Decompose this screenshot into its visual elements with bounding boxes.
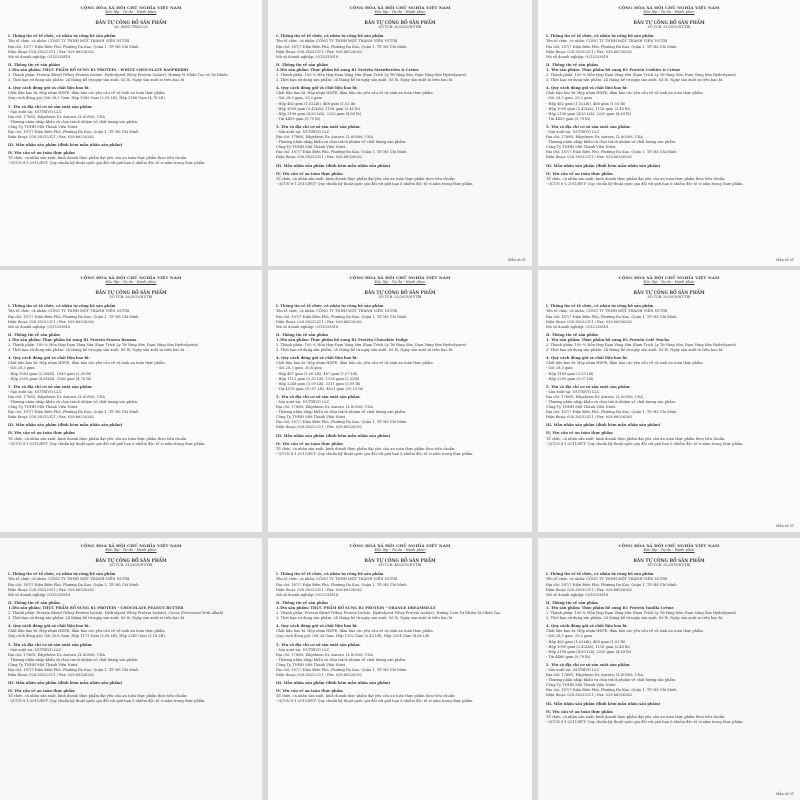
package-size: - Hộp 487 gam (1,06 LB), 487 gam (1,07 LB) — [276, 371, 358, 376]
package-size: - Hộp 1099 gam (2,42Lib), 1116 gam (2,45 lb) — [546, 106, 630, 111]
motto: Độc lập - Tự do - Hạnh phúc — [643, 280, 695, 285]
packaging-material: Chất liệu bao bì: Hộp nhựa HDPE, đảm bảo các yêu cầu về vệ sinh an toàn thực phẩm. — [276, 361, 434, 366]
org-tax: Mã số doanh nghiệp: 0313333818 — [8, 54, 71, 59]
org-phone: Điện thoại: 028.38232311 / Fax: 028.66526262 — [546, 319, 633, 324]
section-packaging: 4. Quy cách đóng gói và chất liệu bao bì: — [546, 356, 628, 361]
motto: Độc lập - Tự do - Hạnh phúc — [643, 548, 695, 553]
section-label: III. Mẫu nhãn sản phẩm (đính kèm mẫu nhãn sản phẩm) — [8, 423, 123, 428]
org-phone: Điện thoại: 028.38232311 / Fax: 028.66526262 — [546, 49, 633, 54]
section-org: I. Thông tin về tổ chức, cá nhân tự công bố sản phẩm — [8, 304, 116, 309]
section-org: I. Thông tin về tổ chức, cá nhân tự công bố sản phẩm — [276, 572, 384, 577]
package-size: - Hộp 1112 gam (2,32 LB), 1136 gam (2,33lb) — [276, 376, 360, 381]
product-name: 1.Tên sản phẩm: THỰC PHẨM BỔ SUNG R1 PROTEIN - CHOCOLATE PEANUT BUTTER — [8, 605, 184, 610]
shelf-life: 3. Thời hạn sử dụng sản phẩm: 24 tháng kể từ ngày sản xuất. Số lô, Ngày sản xuất in trên bao bì. — [276, 616, 454, 621]
section-label: III. Mẫu nhãn sản phẩm (đính kèm mẫu nhãn sản phẩm) — [8, 143, 123, 148]
manufacturer-address: Địa chỉ: 1780N, Edgelawn Dr, Aurora, IL 60506, USA — [546, 673, 643, 678]
section-manufacturer: 5. Tên và địa chỉ cơ sở sản xuất sản phẩm: — [276, 124, 361, 129]
packaging-material: Chất liệu bao bì: Hộp nhựa HDPE, đảm bảo các yêu cầu về vệ sinh an toàn thực phẩm. — [8, 629, 166, 634]
product-name: 1. Tên sản phẩm: Thực phẩm bổ sung R1 Protein Vanilla Crème — [546, 605, 674, 610]
section-label: III. Mẫu nhãn sản phẩm (đính kèm mẫu nhãn sản phẩm) — [276, 681, 391, 686]
qcvn: - QCVN 8-1:2011/BYT- Quy chuẩn kỹ thuật quốc gia đối với giới hạn ô nhiễm độc tố vi nấm trong thực phẩm. — [8, 161, 206, 166]
motto: Độc lập - Tự do - Hạnh phúc — [374, 10, 426, 15]
product-name: 1. Tên sản phẩm: Thực phẩm bổ sung R1 Protein Cookies & Crème — [546, 67, 681, 72]
declaration-document — [538, 538, 800, 800]
motto: Độc lập - Tự do - Hạnh phúc — [643, 10, 695, 15]
org-tax: Mã số doanh nghiệp: 0313333818 — [546, 54, 609, 59]
package-size: - Hộp 462 gam (1,02Lib), 468 gam (1,03 lb) — [276, 101, 356, 106]
shelf-life: 3. Thời hạn sử dụng sản phẩm: 24 tháng kể từ ngày sản xuất. Số lô, Ngày sản xuất in trên bao bì. — [546, 78, 724, 83]
importer: Công Ty TNHH Một Thành Viên Nutri. — [8, 124, 79, 129]
republic-heading: CỘNG HÒA XÃ HỘI CHỦ NGHĨA VIỆT NAM — [349, 275, 451, 280]
package-size: - Hộp 1149 gam (2,53 LB) — [546, 371, 594, 376]
importer: Công Ty TNHH Một Thành Viên Nutri. — [276, 145, 347, 150]
org-tax: Mã số doanh nghiệp: 0313333818 — [8, 324, 71, 329]
package-sizes — [276, 366, 524, 391]
manufacturer-address: Địa chỉ: 1780N, Edgelawn Dr, Aurora, IL 60506, USA — [8, 394, 105, 399]
section-label: III. Mẫu nhãn sản phẩm (đính kèm mẫu nhãn sản phẩm) — [276, 163, 391, 168]
section-manufacturer: 5. Tên và địa chỉ cơ sở sản xuất sản phẩm: — [276, 642, 361, 647]
package-size: - Túi 4459 gam (9,79 lb) — [546, 116, 591, 121]
importer-phone: Điện thoại: 028.38232311 / Fax: 028.66526262 — [546, 415, 633, 420]
org-phone: Điện thoại: 028.38232311 / Fax: 028.66526262 — [276, 319, 363, 324]
section-manufacturer: 5. Tên và địa chỉ cơ sở sản xuất sản phẩm: — [546, 384, 631, 389]
section-manufacturer: 5. Tên và địa chỉ cơ sở sản xuất sản phẩm: — [8, 642, 93, 647]
package-size: - Túi 4459 gam (9,79 lb) — [276, 116, 321, 121]
ingredients: 2. Thành phần: Protein Blend (Whey Protein Isolate, Hydrolyzed Whey Protein Isolate), Hương Vị Nhân Tạo và Tự Nhiên — [8, 73, 228, 78]
ingredients: 2. Thành phần: 100 % Hỗn Hợp Đạm Váng Sữa (Đạm Trích Ly Từ Váng Sữa, Đạm Váng Sữa Hydrolyzate) — [276, 343, 467, 348]
org-tax: Mã số doanh nghiệp: 0313333818 — [276, 592, 339, 597]
importer-phone: Điện thoại: 028.38232311 / Fax: 028.66526262 — [8, 673, 95, 678]
qcvn: - QCVN 8-1:2011/BYT- Quy chuẩn kỹ thuật quốc gia đối với giới hạn ô nhiễm độc tố vi nấm trong thực phẩm. — [276, 451, 474, 456]
package-size: - Gói 28,3 gam, 29,2 gam — [546, 634, 592, 639]
document-title: BẢN TỰ CÔNG BỐ SẢN PHẨM — [95, 558, 167, 564]
section-product: II. Thông tin về sản phẩm — [546, 62, 598, 67]
section-safety: IV. Yêu cầu về an toàn thực phẩm — [8, 431, 75, 436]
document-title: BẢN TỰ CÔNG BỐ SẢN PHẨM — [633, 290, 705, 296]
ingredients: 2. Thành phần: 100 % Hỗn Hợp Đạm Váng Sữa (Đạm Trích Ly Từ Váng Sữa, Đạm Váng Sữa Hydrolyzate) — [8, 343, 199, 348]
ingredients: 2. Thành phần: 100 % Hỗn Hợp Đạm Váng Sữa (Đạm Trích Ly Từ Váng Sữa, Đạm Váng Sữa Hydrolyzate) — [546, 73, 737, 78]
package-size: - Hộp 2299 gam (5,07 LB) — [546, 376, 594, 381]
declaration-document — [268, 538, 532, 800]
shelf-life: 3. Thời hạn sử dụng sản phẩm: 24 tháng kể từ ngày sản xuất. Số lô, Ngày sản xuất in trên bao bì. — [546, 616, 724, 621]
importer: Công Ty TNHH Một Thành Viên Nutri. — [546, 405, 617, 410]
package-size: - Hộp 2196 gam (4,83 Lib), 2220 gam (4,89 lb) — [276, 111, 362, 116]
republic-heading: CỘNG HÒA XÃ HỘI CHỦ NGHĨA VIỆT NAM — [349, 543, 451, 548]
org-tax: Mã số doanh nghiệp: 0313333818 — [276, 54, 339, 59]
package-size: - Hộp 462 gam (1,02Lib), 468 gam (1,03 lb) — [546, 101, 626, 106]
motto: Độc lập - Tự do - Hạnh phúc — [374, 280, 426, 285]
org-phone: Điện thoại: 028.38232311 / Fax: 028.66526262 — [8, 587, 95, 592]
package-size: - Hộp 2200 gam (4,85LB), 2166 gam (4,78 lb) — [8, 376, 92, 381]
importer-address: Địa chỉ: 187/7 Điện Biên Phủ, Phường Đa Kao, Quận 1, TP. Hồ Chí Minh — [8, 667, 139, 672]
section-label: III. Mẫu nhãn sản phẩm (đính kèm mẫu nhãn sản phẩm) — [276, 433, 391, 438]
packaging-material: Chất liệu bao bì: Hộp nhựa HDPE, đảm bảo các yêu cầu về vệ sinh an toàn thực phẩm. — [8, 361, 166, 366]
package-size: Quy cách đóng gói: Gói 28,3 Gam, Hộp 1083 Gam (2,39 LB), Hộp 2166 Gam (4,78 LB) — [8, 96, 165, 101]
qcvn: - QCVN 8-1:2011/BYT- Quy chuẩn kỹ thuật quốc gia đối với giới hạn ô nhiễm độc tố vi nấm trong thực phẩm. — [276, 699, 474, 704]
importer-phone: Điện thoại: 028.38232311 / Fax: 028.66526262 — [546, 155, 633, 160]
section-safety: IV. Yêu cầu về an toàn thực phẩm — [546, 709, 613, 714]
document-title: BẢN TỰ CÔNG BỐ SẢN PHẨM — [633, 558, 705, 564]
packaging-material: Chất liệu bao bì: Hộp nhựa HDPE, đảm bảo các yêu cầu về vệ sinh an toàn thực phẩm. — [8, 91, 166, 96]
republic-heading: CỘNG HÒA XÃ HỘI CHỦ NGHĨA VIỆT NAM — [618, 543, 720, 548]
qcvn: - QCVN 8-1:2011/BYT- Quy chuẩn kỹ thuật quốc gia đối với giới hạn ô nhiễm độc tố vi nấm trong thực phẩm. — [546, 181, 744, 186]
importer-note: - Thương nhân nhập khẩu và chịu trách nhiệm về chất lượng sản phẩm: — [546, 140, 677, 145]
section-packaging: 4. Quy cách đóng gói và chất liệu bao bì: — [276, 624, 358, 629]
section-safety: IV. Yêu cầu về an toàn thực phẩm — [276, 171, 343, 176]
package-size: - Gói 28,3 gam, 30,4 gam — [276, 366, 322, 371]
importer-address: Địa chỉ: 187/7 Điện Biên Phủ, Phường Đa Kao, Quận 1, TP. Hồ Chí Minh — [276, 150, 407, 155]
declaration-document — [538, 0, 800, 266]
importer-note: - Thương nhân nhập khẩu và chịu trách nhiệm về chất lượng sản phẩm: — [276, 410, 407, 415]
manufacturer: - Sản xuất tại: NUTRIVO LLC — [276, 647, 330, 652]
qcvn: - QCVN 8-1:2011/BYT- Quy chuẩn kỹ thuật quốc gia đối với giới hạn ô nhiễm độc tố vi nấm trong thực phẩm. — [8, 699, 206, 704]
document-number: SỐ TCB: 31/2019/NUTRI — [109, 563, 153, 568]
section-safety: IV. Yêu cầu về an toàn thực phẩm — [276, 441, 343, 446]
org-tax: Mã số doanh nghiệp: 0313333818 — [276, 324, 339, 329]
package-sizes — [546, 634, 792, 659]
package-sizes — [276, 634, 524, 639]
org-phone: Điện thoại: 028.38232311 / Fax: 028.66526262 — [276, 49, 363, 54]
ingredients: 2. Thành phần: Protein Blend (Whey Protein Isolate, Hydrolyzed Whey Protein Isolate), Cocoa (Processed With Alkali) — [8, 611, 224, 616]
org-address: Địa chỉ: 187/7 Điện Biên Phủ, Phường Đa Kao, Quận 1, TP. Hồ Chí Minh — [546, 582, 677, 587]
section-packaging: 4. Quy cách đóng gói và chất liệu bao bì: — [276, 356, 358, 361]
importer-address: Địa chỉ: 187/7 Điện Biên Phủ, Phường Đa Kao, Quận 1, TP. Hồ Chí Minh — [8, 410, 139, 415]
package-size: Quy cách đóng gói: Gói 28 Gam, Hộp 1102 Gam (2,43 LB), Hộp 2204 Gam (4,86 LB) — [276, 634, 430, 639]
section-product: II. Thông tin về sản phẩm — [546, 600, 598, 605]
package-size: - Túi 4576 gam (10,07 LB), 4621 gam (10,19 lb) — [276, 386, 364, 391]
product-name: 1.Tên sản phẩm: Thực phẩm bổ sung R1 Protein Strawberries & Crème — [276, 67, 419, 72]
section-product: II. Thông tin về sản phẩm — [276, 62, 328, 67]
package-size: Quy cách đóng gói: Gói 30,8 Gam, Hộp 1171 Gam (2,58 LB), Hộp 2341 Gam (5,16 LB) — [8, 634, 165, 639]
importer-phone: Điện thoại: 028.38232311 / Fax: 028.66526262 — [546, 693, 633, 698]
package-size: - Hộp 2196 gam (4,83 Lib), 2220 gam (4,89 lb) — [546, 649, 632, 654]
package-size: - Hộp 2196 gam (4,83 Lib), 2220 gam (4,89 lb) — [546, 111, 632, 116]
safety-text: Tổ chức, cá nhân sản xuất, kinh doanh thực phẩm đạt yêu cầu an toàn thực phẩm theo tiêu chuẩn: — [546, 436, 726, 441]
safety-text: Tổ chức, cá nhân sản xuất, kinh doanh thực phẩm đạt yêu cầu an toàn thực phẩm theo tiêu chuẩn: — [546, 714, 726, 719]
safety-text: Tổ chức, cá nhân sản xuất, kinh doanh thực phẩm đạt yêu cầu an toàn thực phẩm theo tiêu chuẩn: — [276, 446, 456, 451]
manufacturer: - Sản xuất tại: NUTRIVO LLC — [546, 389, 600, 394]
section-manufacturer: 5. Tên và địa chỉ cơ sở sản xuất sản phẩm: — [8, 104, 93, 109]
document-title: BẢN TỰ CÔNG BỐ SẢN PHẨM — [364, 558, 436, 564]
importer-phone: Điện thoại: 028.38232311 / Fax: 028.66526262 — [8, 135, 95, 140]
product-name: 1.Tên sản phẩm: Thực phẩm bổ sung R1 Protein Frozen Banana — [8, 337, 137, 342]
manufacturer-address: Địa chỉ: 1780N, Edgelawn Dr, Aurora, IL 60506, USA — [276, 135, 373, 140]
section-org: I. Thông tin về tổ chức, cá nhân tự công bố sản phẩm — [546, 34, 654, 39]
document-number: SỐ TCB: 48/2019/NUTRI — [378, 563, 422, 568]
packaging-material: Chất liệu bao bì: Hộp nhựa HDPE, đảm bảo các yêu cầu về vệ sinh an toàn thực phẩm. — [546, 91, 704, 96]
org-address: Địa chỉ: 187/7 Điện Biên Phủ, Phường Đa Kao, Quận 1, TP. Hồ Chí Minh — [546, 314, 677, 319]
importer-note: - Thương nhân nhập khẩu và chịu trách nhiệm về chất lượng sản phẩm: — [8, 657, 139, 662]
org-name: Tên tổ chức, cá nhân: CÔNG TY TNHH MỘT THÀNH VIÊN NUTRI — [546, 577, 668, 582]
section-manufacturer: 5. Tên và địa chỉ cơ sở sản xuất sản phẩm: — [546, 662, 631, 667]
package-sizes — [8, 96, 254, 101]
section-org: I. Thông tin về tổ chức, cá nhân tự công bố sản phẩm — [8, 572, 116, 577]
motto: Độc lập - Tự do - Hạnh phúc — [105, 10, 157, 15]
section-org: I. Thông tin về tổ chức, cá nhân tự công bố sản phẩm — [546, 304, 654, 309]
importer-note: - Thương nhân nhập khẩu và chịu trách nhiệm về chất lượng sản phẩm: — [276, 140, 407, 145]
document-title: BẢN TỰ CÔNG BỐ SẢN PHẨM — [364, 20, 436, 26]
org-tax: Mã số doanh nghiệp: 0313333818 — [8, 592, 71, 597]
importer-note: - Thương nhân nhập khẩu và chịu trách nhiệm về chất lượng sản phẩm: — [546, 678, 677, 683]
importer-address: Địa chỉ: 187/7 Điện Biên Phủ, Phường Đa Kao, Quận 1, TP. Hồ Chí Minh — [8, 129, 139, 134]
importer: Công Ty TNHH Một Thành Viên Nutri. — [276, 662, 347, 667]
section-manufacturer: 5. Tên và địa chỉ cơ sở sản xuất sản phẩm: — [546, 124, 631, 129]
form-code: Mẫu số 01 — [775, 257, 794, 262]
republic-heading: CỘNG HÒA XÃ HỘI CHỦ NGHĨA VIỆT NAM — [80, 275, 182, 280]
org-phone: Điện thoại: 028.38232311 / Fax: 028.66526262 — [8, 49, 95, 54]
section-org: I. Thông tin về tổ chức, cá nhân tự công bố sản phẩm — [546, 572, 654, 577]
shelf-life: 3. Thời hạn sử dụng sản phẩm: 24 tháng kể từ ngày sản xuất. Số lô, Ngày sản xuất in trên bao bì. — [8, 616, 186, 621]
org-name: Tên tổ chức, cá nhân: CÔNG TY TNHH MỘT THÀNH VIÊN NUTRI — [8, 577, 130, 582]
section-packaging: 4. Quy cách đóng gói và chất liệu bao bì: — [546, 86, 628, 91]
ingredients: 2. Thành phần: 100 % Hỗn Hợp Đạm Váng Sữa (Đạm Trích Ly Từ Váng Sữa, Đạm Váng Sữa Hydrolyzate) — [276, 73, 467, 78]
package-sizes — [546, 96, 792, 121]
manufacturer: - Sản xuất tại: NUTRIVO LLC — [546, 667, 600, 672]
shelf-life: 3. Thời hạn sử dụng sản phẩm: 24 tháng kể từ ngày sản xuất. Số lô, Ngày sản xuất in trên bao bì. — [8, 78, 186, 83]
org-phone: Điện thoại: 028.38232311 / Fax: 028.66526262 — [546, 587, 633, 592]
ingredients: 2. Thành phần: Protein Blend (Whey Protein Isolate, Hydrolyzed Whey Protein Isolate), Hương Cam Tự Nhiên Và Nhân Tạo — [276, 611, 501, 616]
importer: Công Ty TNHH Một Thành Viên Nutri. — [276, 415, 347, 420]
declaration-document — [0, 0, 262, 266]
section-label: III. Mẫu nhãn sản phẩm (đính kèm mẫu nhãn sản phẩm) — [546, 163, 661, 168]
shelf-life: 3. Thời hạn sử dụng sản phẩm: 24 tháng kể từ ngày sản xuất. Số lô, Ngày sản xuất in trên bao bì. — [276, 348, 454, 353]
org-phone: Điện thoại: 028.38232311 / Fax: 028.66526262 — [276, 587, 363, 592]
form-code: Mẫu số 01 — [507, 257, 526, 262]
importer-phone: Điện thoại: 028.38232311 / Fax: 028.66526262 — [276, 673, 363, 678]
section-label: III. Mẫu nhãn sản phẩm (đính kèm mẫu nhãn sản phẩm) — [546, 423, 661, 428]
org-address: Địa chỉ: 187/7 Điện Biên Phủ, Phường Đa Kao, Quận 1, TP. Hồ Chí Minh — [276, 582, 407, 587]
manufacturer-address: Địa chỉ: 1780N, Edgelawn Dr, Aurora, IL 60506, USA — [8, 114, 105, 119]
importer: Công Ty TNHH Một Thành Viên Nutri. — [546, 145, 617, 150]
document-number: SỐ TCB: 31/2019/NUTRI — [647, 25, 691, 30]
section-safety: IV. Yêu cầu về an toàn thực phẩm — [8, 689, 75, 694]
section-product: II. Thông tin về sản phẩm — [8, 332, 60, 337]
document-number: SỐ TCB: 33/2019/NUTRI — [378, 295, 422, 300]
product-name: 1.Tên sản phẩm: THỰC PHẨM BỔ SUNG R1 PROTEIN - WHITE CHOCOLATE RASPBERRY — [8, 67, 189, 72]
package-size: - Gói 28,3 gam — [546, 366, 573, 371]
importer: Công Ty TNHH Một Thành Viên Nutri. — [8, 405, 79, 410]
importer: Công Ty TNHH Một Thành Viên Nutri. — [546, 683, 617, 688]
safety-text: Tổ chức, cá nhân sản xuất, kinh doanh thực phẩm đạt yêu cầu an toàn thực phẩm theo tiêu chuẩn: — [546, 176, 726, 181]
org-address: Địa chỉ: 187/7 Điện Biên Phủ, Phường Đa Kao, Quận 1, TP. Hồ Chí Minh — [546, 44, 677, 49]
org-name: Tên tổ chức, cá nhân: CÔNG TY TNHH MỘT THÀNH VIÊN NUTRI — [8, 39, 130, 44]
document-title: BẢN TỰ CÔNG BỐ SẢN PHẨM — [95, 290, 167, 296]
document-number: SỐ TCB: 29/2019/NUTRI — [647, 295, 691, 300]
package-size: - Hộp 462 gam (1,02Lib), 468 gam (1,03 lb) — [546, 639, 626, 644]
section-label: III. Mẫu nhãn sản phẩm (đính kèm mẫu nhãn sản phẩm) — [8, 681, 123, 686]
packaging-material: Chất liệu bao bì: Hộp nhựa HDPE, đảm bảo các yêu cầu về vệ sinh an toàn thực phẩm. — [546, 629, 704, 634]
section-product: II. Thông tin về sản phẩm — [8, 600, 60, 605]
manufacturer-address: Địa chỉ: 1780N, Edgelawn Dr, Aurora, IL 60506, USA — [546, 394, 643, 399]
section-packaging: 4. Quy cách đóng gói và chất liệu bao bì: — [8, 86, 90, 91]
packaging-material: Chất liệu bao bì: Hộp nhựa HDPE, đảm bảo các yêu cầu về vệ sinh an toàn thực phẩm. — [546, 361, 704, 366]
packaging-material: Chất liệu bao bì: Hộp nhựa HDPE, đảm bảo các yêu cầu về vệ sinh an toàn thực phẩm. — [276, 629, 434, 634]
org-name: Tên tổ chức, cá nhân: CÔNG TY TNHH MỘT THÀNH VIÊN NUTRI — [276, 309, 398, 314]
qcvn: - QCVN 8-1:2011/BYT- Quy chuẩn kỹ thuật quốc gia đối với giới hạn ô nhiễm độc tố vi nấm trong thực phẩm. — [546, 719, 744, 724]
safety-text: Tổ chức, cá nhân sản xuất, kinh doanh thực phẩm đạt yêu cầu an toàn thực phẩm theo tiêu chuẩn: — [8, 156, 188, 161]
manufacturer: - Sản xuất tại: NUTRIVO LLC — [8, 647, 62, 652]
section-label: III. Mẫu nhãn sản phẩm (đính kèm mẫu nhãn sản phẩm) — [546, 701, 661, 706]
declaration-document — [268, 270, 532, 532]
section-product: II. Thông tin về sản phẩm — [276, 332, 328, 337]
importer-address: Địa chỉ: 187/7 Điện Biên Phủ, Phường Đa Kao, Quận 1, TP. Hồ Chí Minh — [276, 420, 407, 425]
declaration-document — [0, 270, 262, 532]
org-name: Tên tổ chức, cá nhân: CÔNG TY TNHH MỘT THÀNH VIÊN NUTRI — [546, 309, 668, 314]
section-safety: IV. Yêu cầu về an toàn thực phẩm — [546, 431, 613, 436]
package-sizes — [8, 366, 254, 381]
section-safety: IV. Yêu cầu về an toàn thực phẩm — [546, 171, 613, 176]
product-name: 1. Tên sản phẩm: Thực phẩm bổ sung R1 Protein Café Mocha — [546, 337, 670, 342]
product-name: 1.Tên sản phẩm: Thực phẩm bổ sung R1 Protein Chocolate Fudge — [276, 337, 409, 342]
document-title: BẢN TỰ CÔNG BỐ SẢN PHẨM — [364, 290, 436, 296]
org-address: Địa chỉ: 187/7 Điện Biên Phủ, Phường Đa Kao, Quận 1, TP. Hồ Chí Minh — [276, 314, 407, 319]
motto: Độc lập - Tự do - Hạnh phúc — [374, 548, 426, 553]
importer: Công Ty TNHH Một Thành Viên Nutri. — [8, 662, 79, 667]
package-sizes — [546, 366, 792, 381]
section-packaging: 4. Quy cách đóng gói và chất liệu bao bì: — [8, 356, 90, 361]
org-name: Tên tổ chức, cá nhân: CÔNG TY TNHH MỘT THÀNH VIÊN NUTRI — [546, 39, 668, 44]
section-manufacturer: 5. Tên và địa chỉ cơ sở sản xuất sản phẩm: — [276, 394, 361, 399]
section-product: II. Thông tin về sản phẩm — [8, 62, 60, 67]
section-packaging: 4. Quy cách đóng gói và chất liệu bao bì: — [546, 624, 628, 629]
document-title: BẢN TỰ CÔNG BỐ SẢN PHẨM — [95, 20, 167, 26]
manufacturer: - Sản xuất tại: NUTRIVO LLC — [8, 389, 62, 394]
manufacturer-address: Địa chỉ: 1780N, Edgelawn Dr, Aurora, IL 60506, USA — [276, 405, 373, 410]
document-number: SỐ TCB: 30/2020/NUTRI — [378, 25, 422, 30]
importer-phone: Điện thoại: 028.38232311 / Fax: 028.66526262 — [276, 155, 363, 160]
org-tax: Mã số doanh nghiệp: 0313333818 — [546, 324, 609, 329]
document-number: SỐ TCB: 32/2019/NUTRI — [647, 563, 691, 568]
manufacturer-address: Địa chỉ: 1780N, Edgelawn Dr, Aurora, IL 60506, USA — [276, 652, 373, 657]
org-phone: Điện thoại: 028.38232311 / Fax: 028.66526262 — [8, 319, 95, 324]
safety-text: Tổ chức, cá nhân sản xuất, kinh doanh thực phẩm đạt yêu cầu an toàn thực phẩm theo tiêu chuẩn: — [276, 694, 456, 699]
org-address: Địa chỉ: 187/7 Điện Biên Phủ, Phường Đa Kao, Quận 1, TP. Hồ Chí Minh — [8, 314, 139, 319]
manufacturer: - Sản xuất tại: NUTRIVO LLC — [276, 129, 330, 134]
org-address: Địa chỉ: 187/7 Điện Biên Phủ, Phường Đa Kao, Quận 1, TP. Hồ Chí Minh — [276, 44, 407, 49]
importer-note: - Thương nhân nhập khẩu và chịu trách nhiệm về chất lượng sản phẩm: — [546, 399, 677, 404]
package-size: - Gói 28,3 gam — [8, 366, 35, 371]
package-sizes — [8, 634, 254, 639]
org-name: Tên tổ chức, cá nhân: CÔNG TY TNHH MỘT THÀNH VIÊN NUTRI — [8, 309, 130, 314]
form-code: Mẫu số 01 — [775, 523, 794, 528]
importer-address: Địa chỉ: 187/7 Điện Biên Phủ, Phường Đa Kao, Quận 1, TP. Hồ Chí Minh — [276, 667, 407, 672]
org-address: Địa chỉ: 187/7 Điện Biên Phủ, Phường Đa Kao, Quận 1, TP. Hồ Chí Minh — [8, 44, 139, 49]
org-name: Tên tổ chức, cá nhân: CÔNG TY TNHH MỘT THÀNH VIÊN NUTRI — [276, 39, 398, 44]
section-safety: IV. Yêu cầu về an toàn thực phẩm — [8, 151, 75, 156]
importer-address: Địa chỉ: 187/7 Điện Biên Phủ, Phường Đa Kao, Quận 1, TP. Hồ Chí Minh — [546, 410, 677, 415]
package-size: - Hộp 1099 gam (2,42Lib), 1116 gam (2,45 lb) — [546, 644, 630, 649]
shelf-life: 3. Thời hạn sử dụng sản phẩm: 24 tháng kể từ ngày sản xuất. Số lô, Ngày sản xuất in trên bao bì. — [546, 348, 724, 353]
shelf-life: 3. Thời hạn sử dụng sản phẩm: 24 tháng kể từ ngày sản xuất. Số lô, Ngày sản xuất in trên bao bì. — [276, 78, 454, 83]
republic-heading: CỘNG HÒA XÃ HỘI CHỦ NGHĨA VIỆT NAM — [618, 275, 720, 280]
section-packaging: 4. Quy cách đóng gói và chất liệu bao bì: — [8, 624, 90, 629]
republic-heading: CỘNG HÒA XÃ HỘI CHỦ NGHĨA VIỆT NAM — [349, 5, 451, 10]
ingredients: 2. Thành phần: 100 % Hỗn Hợp Đạm Váng Sữa (Đạm Trích Ly Từ Váng Sữa, Đạm Váng Sữa Hydrolyzate) — [546, 611, 737, 616]
safety-text: Tổ chức, cá nhân sản xuất, kinh doanh thực phẩm đạt yêu cầu an toàn thực phẩm theo tiêu chuẩn: — [8, 694, 188, 699]
importer-note: - Thương nhân nhập khẩu và chịu trách nhiệm về chất lượng sản phẩm: — [8, 119, 139, 124]
republic-heading: CỘNG HÒA XÃ HỘI CHỦ NGHĨA VIỆT NAM — [80, 543, 182, 548]
org-name: Tên tổ chức, cá nhân: CÔNG TY TNHH MỘT THÀNH VIÊN NUTRI — [276, 577, 398, 582]
package-size: - Hộp 1099 gam (2,42Lib), 1116 gam (2,45 lb) — [276, 106, 360, 111]
declaration-document — [0, 538, 262, 800]
declaration-document — [268, 0, 532, 266]
form-code: Mẫu số 01 — [775, 791, 794, 796]
package-size: - Hộp 2248 gam (5,09 LB), 2311 gam (5,09 lb) — [276, 381, 361, 386]
safety-text: Tổ chức, cá nhân sản xuất, kinh doanh thực phẩm đạt yêu cầu an toàn thực phẩm theo tiêu chuẩn: — [276, 176, 456, 181]
manufacturer: - Sản xuất tại: NUTRIVO LLC — [8, 109, 62, 114]
manufacturer: - Sản xuất tại: NUTRIVO LLC — [546, 129, 600, 134]
importer-address: Địa chỉ: 187/7 Điện Biên Phủ, Phường Đa Kao, Quận 1, TP. Hồ Chí Minh — [546, 688, 677, 693]
importer-note: - Thương nhân nhập khẩu và chịu trách nhiệm về chất lượng sản phẩm: — [276, 657, 407, 662]
product-name: 1.Tên sản phẩm: THỰC PHẨM BỔ SUNG R1 PROTEIN - ORANGE DREAMSICLE — [276, 605, 436, 610]
importer-phone: Điện thoại: 028.38232311 / Fax: 028.66526262 — [276, 425, 363, 430]
section-product: II. Thông tin về sản phẩm — [276, 600, 328, 605]
packaging-material: Chất liệu bao bì: Hộp nhựa HDPE, đảm bảo các yêu cầu về vệ sinh an toàn thực phẩm. — [276, 91, 434, 96]
importer-address: Địa chỉ: 187/7 Điện Biên Phủ, Phường Đa Kao, Quận 1, TP. Hồ Chí Minh — [546, 150, 677, 155]
package-size: - Túi 4460 gam (9,79 lb) — [546, 654, 591, 659]
package-sizes — [276, 96, 524, 121]
package-size: - Gói 28,3 gam, 29,2 gam — [546, 96, 592, 101]
section-packaging: 4. Quy cách đóng gói và chất liệu bao bì: — [276, 86, 358, 91]
republic-heading: CỘNG HÒA XÃ HỘI CHỦ NGHĨA VIỆT NAM — [80, 5, 182, 10]
section-manufacturer: 5. Tên và địa chỉ cơ sở sản xuất sản phẩm: — [8, 384, 93, 389]
importer-phone: Điện thoại: 028.38232311 / Fax: 028.66526262 — [8, 415, 95, 420]
ingredients: 2. Thành phần: 100 % Hỗn Hợp Đạm Váng Sữa (Đạm Trích Ly Từ Váng Sữa, Đạm Váng Sữa Hydrolyzate) — [546, 343, 737, 348]
package-size: - Gói 28,3 gam, 29,2 gam — [276, 96, 322, 101]
section-org: I. Thông tin về tổ chức, cá nhân tự công bố sản phẩm — [8, 34, 116, 39]
section-product: II. Thông tin về sản phẩm — [546, 332, 598, 337]
qcvn: - QCVN 8-1:2011/BYT- Quy chuẩn kỹ thuật quốc gia đối với giới hạn ô nhiễm độc tố vi nấm trong thực phẩm. — [8, 441, 206, 446]
motto: Độc lập - Tự do - Hạnh phúc — [105, 280, 157, 285]
qcvn: - QCVN 8-1:2011/BYT- Quy chuẩn kỹ thuật quốc gia đối với giới hạn ô nhiễm độc tố vi nấm trong thực phẩm. — [276, 181, 474, 186]
manufacturer-address: Địa chỉ: 1780N, Edgelawn Dr, Aurora, IL 60506, USA — [8, 652, 105, 657]
motto: Độc lập - Tự do - Hạnh phúc — [105, 548, 157, 553]
republic-heading: CỘNG HÒA XÃ HỘI CHỦ NGHĨA VIỆT NAM — [618, 5, 720, 10]
manufacturer-address: Địa chỉ: 1780N, Edgelawn Dr, Aurora, IL 60506, USA — [546, 135, 643, 140]
section-org: I. Thông tin về tổ chức, cá nhân tự công bố sản phẩm — [276, 304, 384, 309]
section-safety: IV. Yêu cầu về an toàn thực phẩm — [276, 689, 343, 694]
safety-text: Tổ chức, cá nhân sản xuất, kinh doanh thực phẩm đạt yêu cầu an toàn thực phẩm theo tiêu chuẩn: — [8, 436, 188, 441]
org-tax: Mã số doanh nghiệp: 0313333818 — [546, 592, 609, 597]
document-number: Số: 49/NUTRI/2020 — [114, 25, 148, 30]
section-org: I. Thông tin về tổ chức, cá nhân tự công bố sản phẩm — [276, 34, 384, 39]
manufacturer: - Sản xuất tại: NUTRIVO LLC — [276, 399, 330, 404]
document-title: BẢN TỰ CÔNG BỐ SẢN PHẨM — [633, 20, 705, 26]
package-size: - Hộp 1083 gam (2,38LB), 1083 gam (2,39 lb) — [8, 371, 92, 376]
qcvn: - QCVN 8-1:2011/BYT- Quy chuẩn kỹ thuật quốc gia đối với giới hạn ô nhiễm độc tố vi nấm trong thực phẩm. — [546, 441, 744, 446]
importer-note: - Thương nhân nhập khẩu và chịu trách nhiệm về chất lượng sản phẩm: — [8, 399, 139, 404]
document-number: SỐ TCB: 28/2019/NUTRI — [109, 295, 153, 300]
declaration-document — [538, 270, 800, 532]
org-address: Địa chỉ: 187/7 Điện Biên Phủ, Phường Đa Kao, Quận 1, TP. Hồ Chí Minh — [8, 582, 139, 587]
shelf-life: 3. Thời hạn sử dụng sản phẩm: 24 tháng kể từ ngày sản xuất. Số lô, Ngày sản xuất in trên bao bì. — [8, 348, 186, 353]
